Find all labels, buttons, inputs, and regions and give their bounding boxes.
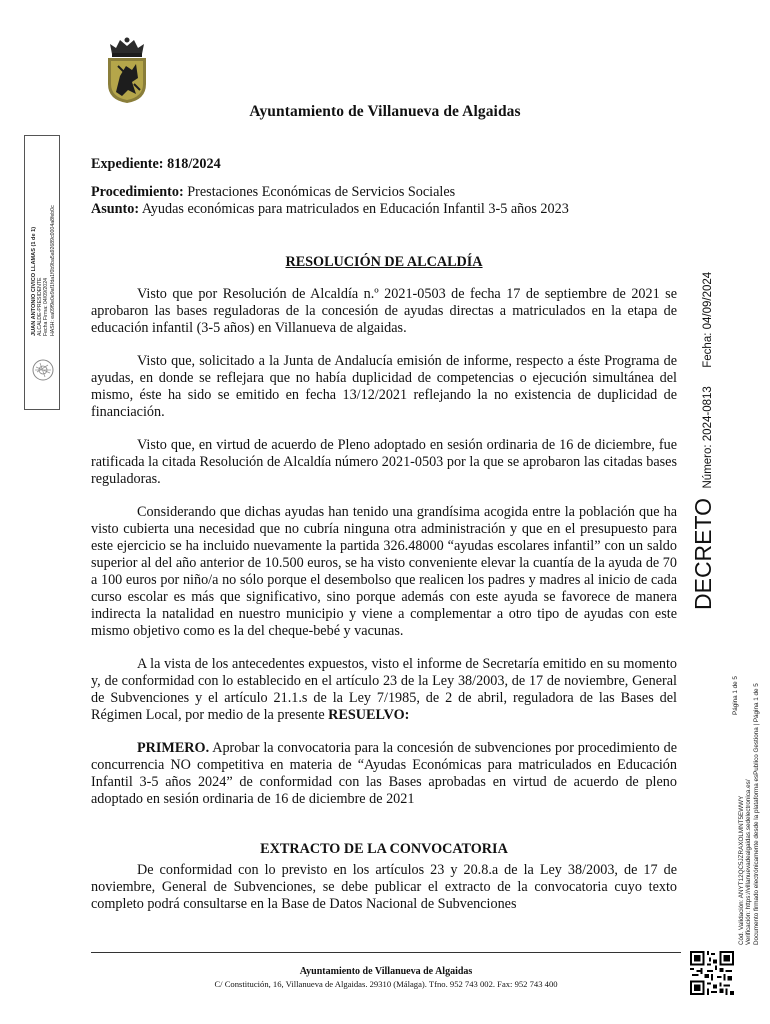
procedimiento-line bbox=[91, 184, 677, 201]
signature-block bbox=[24, 135, 60, 410]
asunto-line bbox=[91, 201, 677, 218]
paragraph-3: Visto que, en virtud de acuerdo de Pleno adoptado en sesión ordinaria de 16 de diciembre, fue ratificada la citada Resolución de Alcaldía número 2021-0503 por la que se aprobaron las citadas bases reguladoras. bbox=[91, 437, 677, 487]
asunto-value: Ayudas económicas para matriculados en Educación Infantil 3-5 años 2023 bbox=[141, 201, 569, 217]
paragraph-5-text: A la vista de los antecedentes expuestos, visto el informe de Secretaría emitido en su momento y, de conformidad con lo establecido en el artículo 23 de la Ley 38/2003, de 17 de noviembre, General de Subvenciones y el artículo 21.1.s de la Ley 7/1985, de 2 de abril, reguladora de las Bases del Régimen Local, por medio de la presente bbox=[91, 656, 677, 723]
decreto-date: Fecha: 04/09/2024 bbox=[702, 271, 714, 368]
paragraph-1: Visto que por Resolución de Alcaldía n.º 2021-0503 de fecha 17 de septiembre de 2021 se aprobaron las bases reguladoras de la concesión de ayudas directas a matriculados en la etapa de educación infantil (3-5 años) en Villanueva de algaidas. bbox=[91, 286, 677, 336]
primero-paragraph bbox=[91, 740, 677, 808]
qr-code-icon bbox=[690, 951, 734, 995]
footer-title: Ayuntamiento de Villanueva de Algaidas bbox=[299, 966, 473, 977]
electronic-seal-icon bbox=[31, 358, 55, 382]
primero-label: PRIMERO. bbox=[137, 740, 210, 756]
resuelvo-label: RESUELVO: bbox=[328, 707, 410, 723]
decreto-number: Número: 2024-0813 bbox=[702, 386, 714, 489]
expediente-value: 818/2024 bbox=[167, 156, 221, 172]
paragraph-5 bbox=[91, 656, 677, 724]
paragraph-4: Considerando que dichas ayudas han tenido una grandísima acogida entre la población que ha visto cubierta una necesidad que no cubría ninguna otra administración y que en el presupuesto para este ejercicio se ha incluido nuevamente la partida 326.48000 “ayudas escolares infantil” con un saldo superior al del año anterior de 10.500 euros, se ha visto conveniente elevar la cuantía de la ayuda de 70 a 100 euros por niño/a no sólo porque el desembolso que realicen los padres y madres al inicio de cada curso escolar es más que significativo, sino porque además con este ayuda se favorece de manera indirecta la natalidad en nuestro municipio y viene a complementar a otro tipo de ayudas con este mismo objetivo como es la del cheque-bebé y vacunas. bbox=[91, 504, 677, 639]
expediente-label: Expediente: bbox=[91, 156, 164, 172]
procedimiento-label: Procedimiento: bbox=[91, 184, 184, 200]
signature-text bbox=[31, 76, 56, 336]
resolution-title: RESOLUCIÓN DE ALCALDÍA bbox=[285, 254, 483, 270]
decreto-stamp bbox=[690, 210, 722, 610]
electronic-signature-note: Documento firmado electrónicamente desde la plataforma esPublico Gestiona | Página 1 de 5 bbox=[752, 683, 760, 945]
footer-address: C/ Constitución, 16, Villanueva de Algaidas. 29310 (Málaga). Tfno. 952 743 002. Fax: 952 743 400 bbox=[214, 979, 558, 989]
primero-text: Aprobar la convocatoria para la concesión de subvenciones por procedimiento de concurrencia NO competitiva en materia de “Ayudas Económicas para matriculados en Educación Infantil 3-5 años 2024” de conformidad con las Bases aprobadas en virtud de acuerdo de pleno adoptado en sesión ordinaria de 16 de diciembre de 2021 bbox=[91, 740, 677, 807]
asunto-label: Asunto: bbox=[91, 201, 140, 217]
verification-url: Verificación: https://villanuevadealgaidas.sedelectronica.es/ bbox=[745, 779, 753, 945]
coat-of-arms-icon bbox=[104, 36, 150, 104]
signer-role: ALCALDE-PRESIDENTE bbox=[37, 277, 44, 336]
validation-code: Cód. Validación: ANYT12QC5JZRAXOLMNT5EWWY bbox=[738, 795, 745, 945]
organization-title: Ayuntamiento de Villanueva de Algaidas bbox=[249, 103, 521, 120]
signature-hash: HASH: ea09f9e0e9af1fda1f0b9ba5a92689c0004a8feb0c bbox=[49, 205, 56, 336]
signer-name: JUAN ANTONIO CIVICO LLAMAS (1 de 1) bbox=[31, 226, 37, 336]
footer-divider bbox=[91, 952, 681, 953]
decreto-label: DECRETO bbox=[690, 497, 716, 610]
extracto-title: EXTRACTO DE LA CONVOCATORIA bbox=[260, 841, 508, 857]
verification-block bbox=[738, 625, 760, 945]
signature-date: Fecha Firma: 04/09/2024 bbox=[43, 278, 50, 336]
expediente-line bbox=[91, 156, 677, 173]
extracto-paragraph: De conformidad con lo previsto en los artículos 23 y 20.8.a de la Ley 38/2003, de 17 de noviembre, General de Subvenciones, se debe publicar el extracto de la convocatoria cuyo texto completo podrá consultarse en la Base de Datos Nacional de Subvenciones bbox=[91, 862, 677, 912]
document-body bbox=[91, 156, 677, 913]
page-label: Página 1 de 5 bbox=[732, 676, 739, 715]
paragraph-2: Visto que, solicitado a la Junta de Andalucía emisión de informe, respecto a éste Programa de ayudas, en donde se reflejara que no había duplicidad de competencias o ejecución simultánea del mismo, éste ha sido se emitido en fecha 13/12/2021 reflejando la no existencia de duplicidad de financiación. bbox=[91, 353, 677, 420]
procedimiento-value: Prestaciones Económicas de Servicios Sociales bbox=[187, 184, 456, 200]
